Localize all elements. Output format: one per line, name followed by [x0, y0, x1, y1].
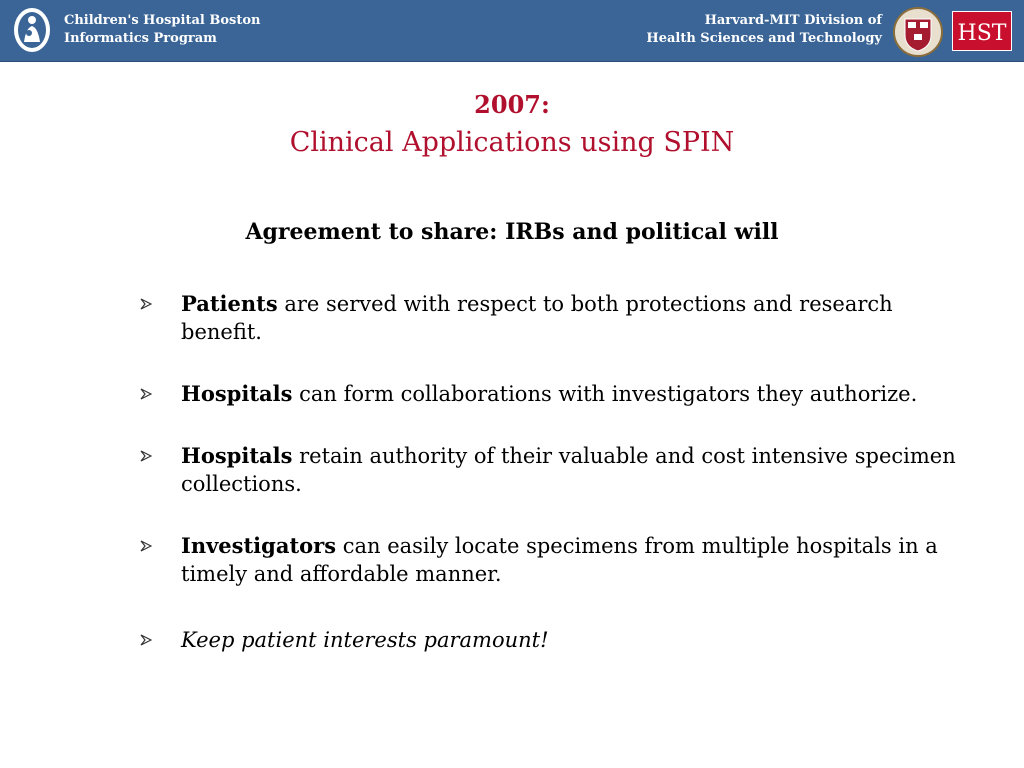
bullet-text: retain authority of their valuable and cost intensive specimen collections. [181, 444, 956, 496]
bullet-text: can form collaborations with investigators they authorize. [292, 382, 918, 406]
bullet-list [140, 290, 960, 654]
org-name-right: Harvard-MIT Division of Health Sciences and Technology [646, 13, 882, 46]
arrow-bullet-icon [140, 450, 152, 462]
arrow-bullet-icon [140, 540, 152, 552]
childrens-hospital-logo-icon [12, 6, 52, 54]
bullet-bold-term: Patients [181, 291, 278, 316]
bullet-text: are served with respect to both protections and research benefit. [181, 292, 893, 344]
bullet-text: can easily locate specimens from multiple hospitals in a timely and affordable manner. [181, 534, 938, 586]
bullet-text: Keep patient interests paramount! [181, 628, 549, 652]
slide-subtitle: Agreement to share: IRBs and political will [245, 219, 779, 245]
arrow-bullet-icon [140, 298, 152, 310]
bullet-bold-term: Hospitals [181, 443, 293, 468]
bullet-item [140, 380, 960, 408]
arrow-bullet-icon [140, 388, 152, 400]
bullet-item [140, 626, 960, 654]
bullet-item [140, 442, 960, 498]
slide-title-year: 2007: [474, 90, 550, 119]
bullet-bold-term: Hospitals [181, 381, 293, 406]
header-banner [0, 0, 1024, 62]
bullet-item [140, 532, 960, 588]
hst-logo-icon [952, 11, 1012, 51]
svg-text:HST: HST [957, 21, 1007, 46]
org-name-left: Children's Hospital Boston Informatics Program [64, 13, 261, 46]
slide-title: Clinical Applications using SPIN [289, 127, 735, 158]
bullet-bold-term: Investigators [181, 533, 337, 558]
harvard-seal-icon [893, 7, 943, 57]
bullet-item [140, 290, 960, 346]
arrow-bullet-icon [140, 634, 152, 646]
